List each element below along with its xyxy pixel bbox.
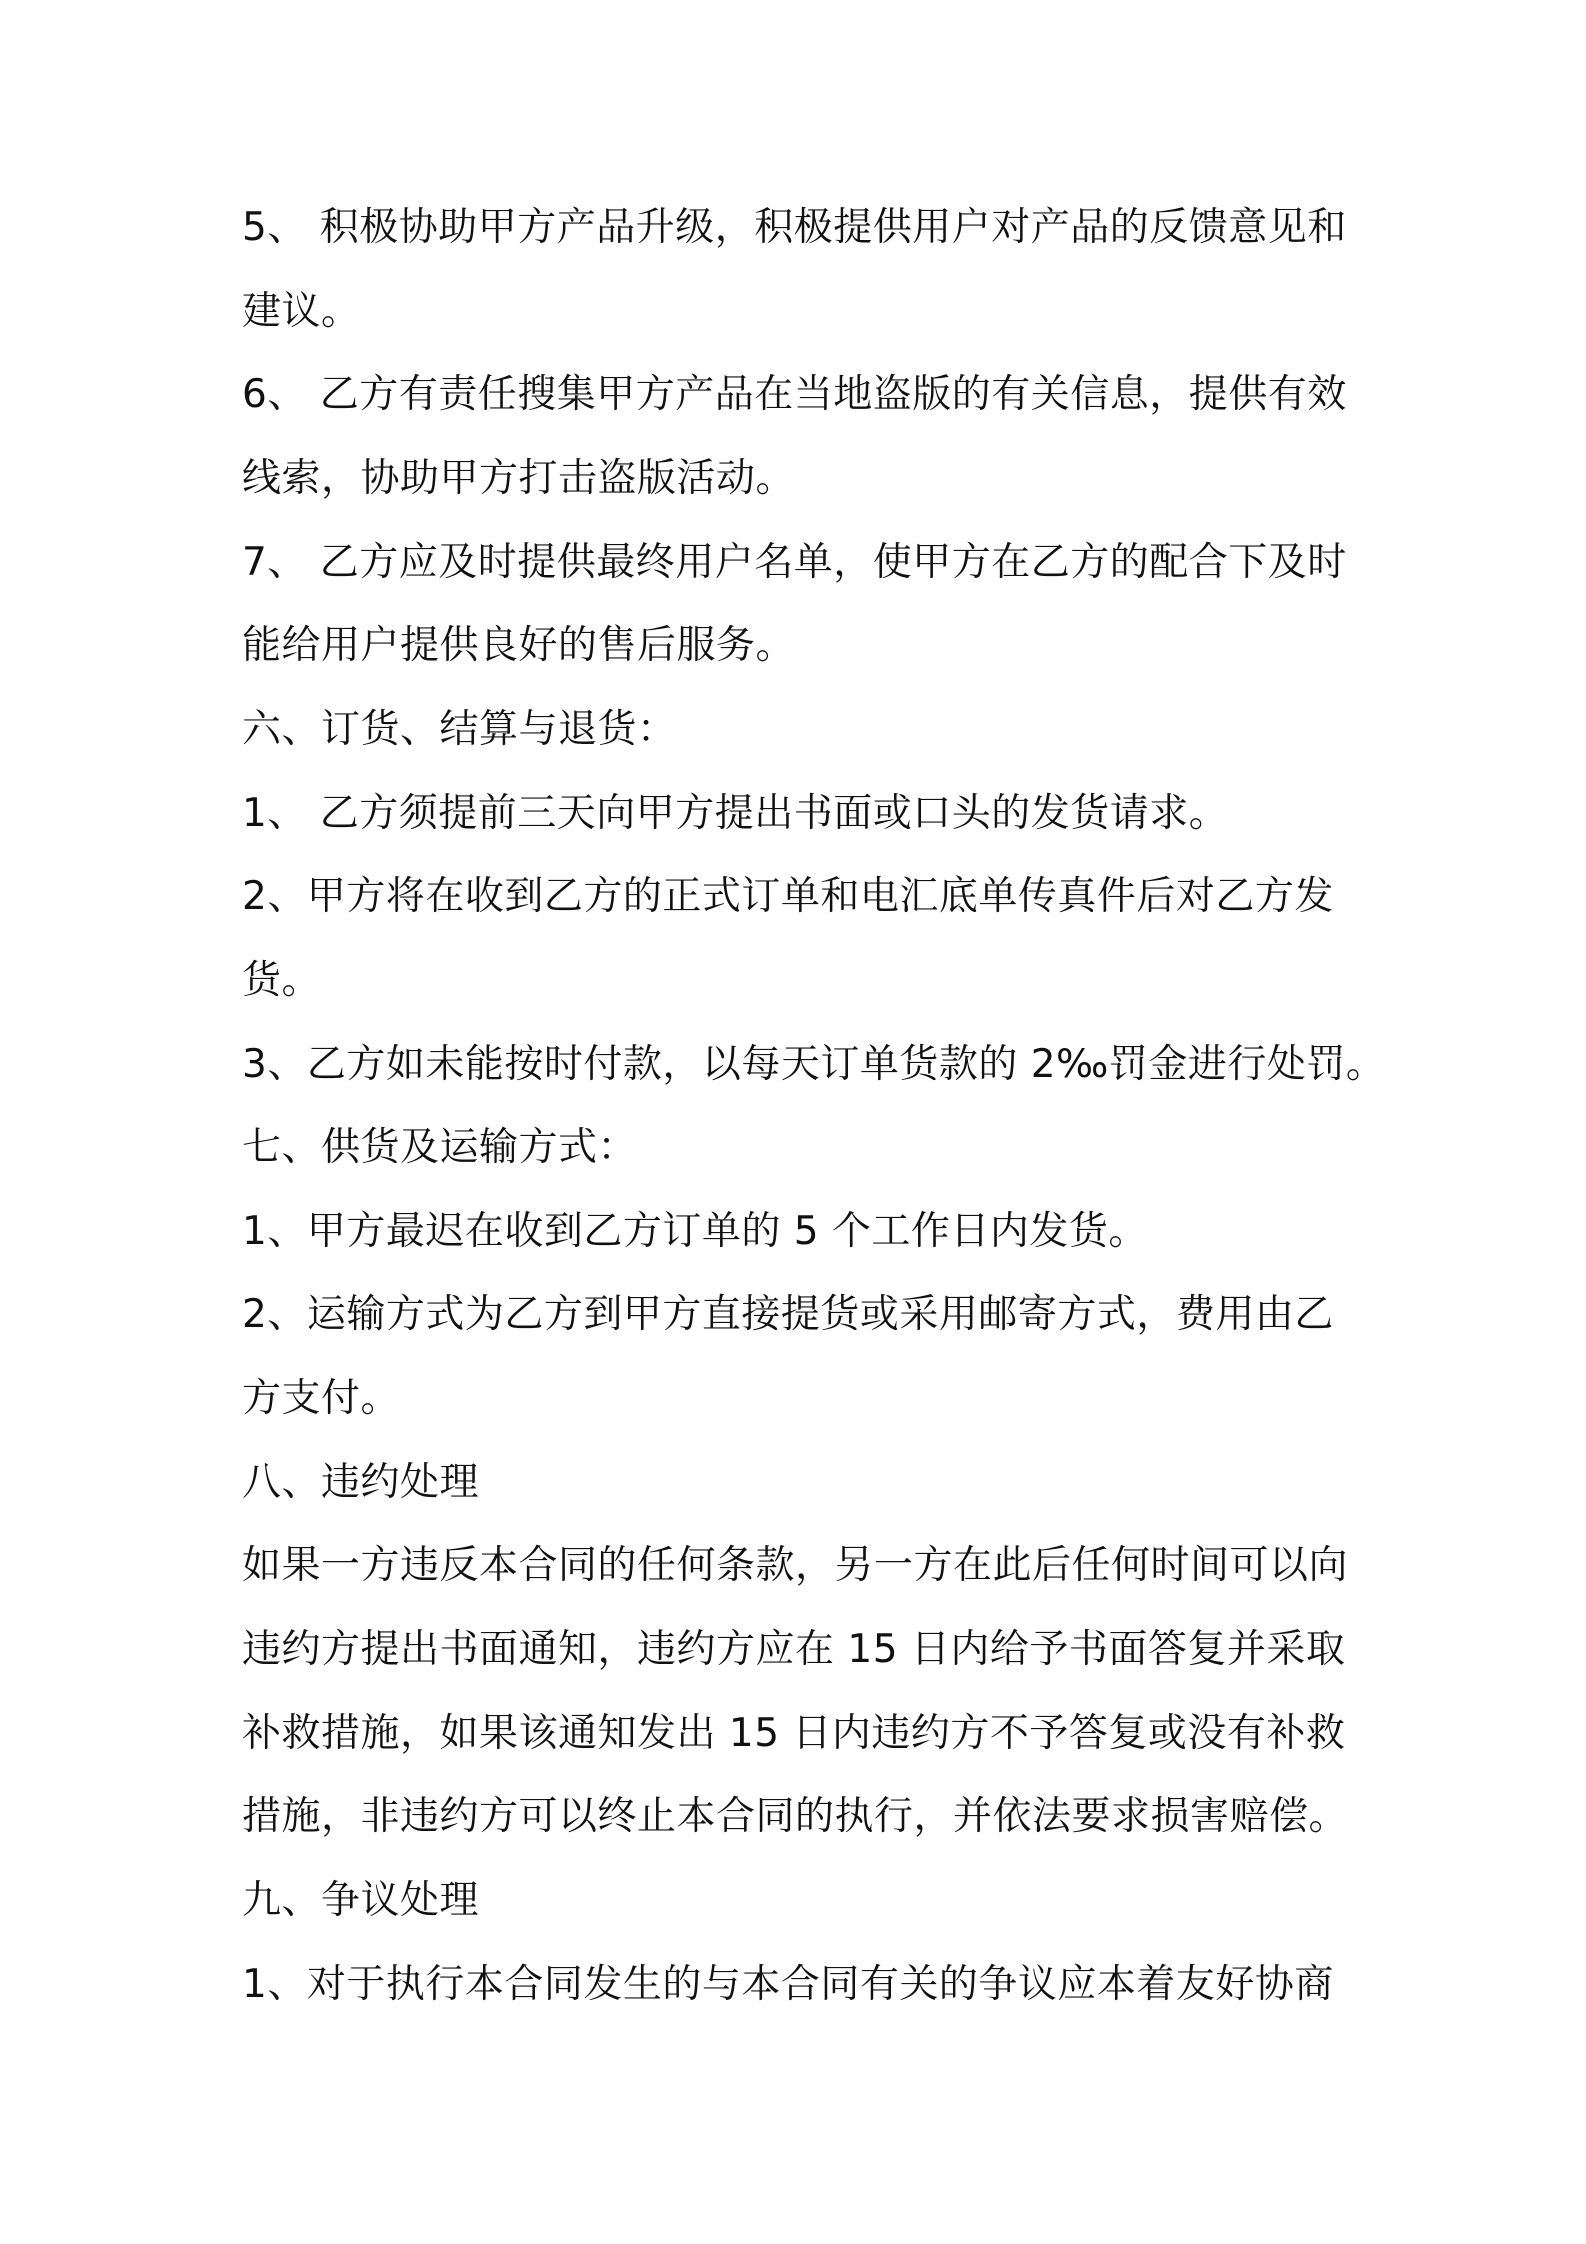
section-9-item-1: 1、对于执行本合同发生的与本合同有关的争议应本着友好协商 <box>242 1962 1334 2007</box>
section-8-paragraph-line-1: 如果一方违反本合同的任何条款，另一方在此后任何时间可以向 <box>242 1543 1349 1588</box>
section-6-item-2-line-1: 2、甲方将在收到乙方的正式订单和电汇底单传真件后对乙方发 <box>242 874 1334 919</box>
section-7-item-1: 1、甲方最迟在收到乙方订单的 5 个工作日内发货。 <box>242 1209 1148 1254</box>
clause-7-line-1: 7、 乙方应及时提供最终用户名单，使甲方在乙方的配合下及时 <box>242 540 1347 585</box>
section-8-paragraph-line-4: 措施，非违约方可以终止本合同的执行，并依法要求损害赔偿。 <box>242 1794 1349 1839</box>
section-8-paragraph-line-2: 违约方提出书面通知，违约方应在 15 日内给予书面答复并采取 <box>242 1627 1346 1672</box>
clause-6-line-1: 6、 乙方有责任搜集甲方产品在当地盗版的有关信息，提供有效 <box>242 372 1347 417</box>
section-6-item-2-line-2: 货。 <box>242 958 322 1003</box>
section-7-item-2-line-1: 2、运输方式为乙方到甲方直接提货或采用邮寄方式，费用由乙 <box>242 1292 1334 1337</box>
clause-5-line-1: 5、 积极协助甲方产品升级，积极提供用户对产品的反馈意见和 <box>242 205 1347 250</box>
section-6-item-1: 1、 乙方须提前三天向甲方提出书面或口头的发货请求。 <box>242 791 1229 836</box>
clause-7-line-2: 能给用户提供良好的售后服务。 <box>242 623 796 668</box>
clause-5-line-2: 建议。 <box>242 289 361 334</box>
section-8-heading: 八、违约处理 <box>242 1460 480 1505</box>
section-6-item-3: 3、乙方如未能按时付款，以每天订单货款的 2‰罚金进行处罚。 <box>242 1042 1386 1087</box>
section-6-heading: 六、订货、结算与退货： <box>242 707 677 752</box>
section-9-heading: 九、争议处理 <box>242 1878 480 1923</box>
section-7-heading: 七、供货及运输方式： <box>242 1125 638 1170</box>
clause-6-line-2: 线索，协助甲方打击盗版活动。 <box>242 456 796 501</box>
section-7-item-2-line-2: 方支付。 <box>242 1376 401 1421</box>
section-8-paragraph-line-3: 补救措施，如果该通知发出 15 日内违约方不予答复或没有补救 <box>242 1711 1346 1756</box>
